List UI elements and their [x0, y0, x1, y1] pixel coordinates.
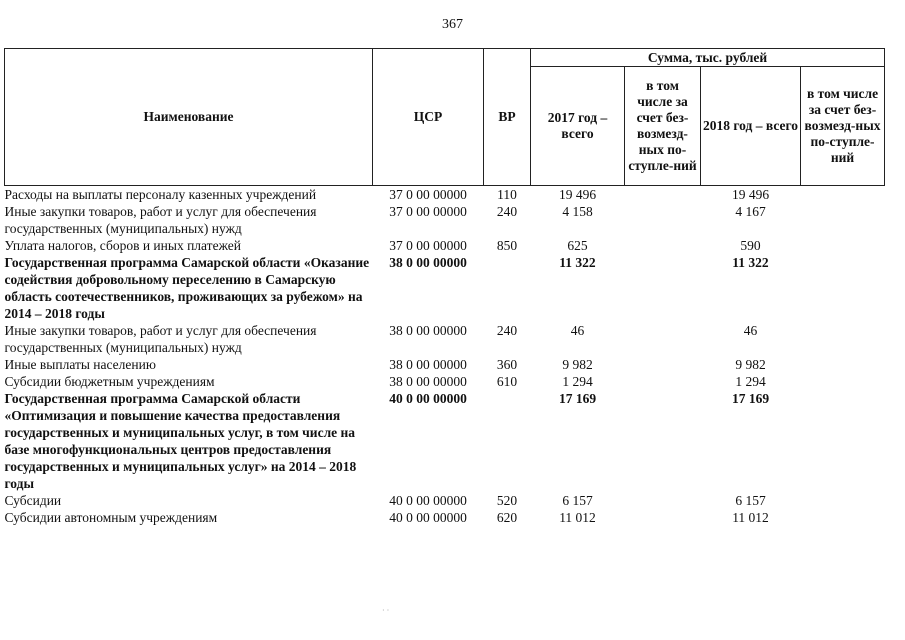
row-2018-total: 17 169	[731, 391, 770, 406]
header-name: Наименование	[5, 49, 373, 186]
row-csr: 37 0 00 00000	[389, 238, 467, 253]
row-vr: 520	[496, 493, 518, 508]
row-2018-total: 9 982	[735, 357, 766, 372]
row-2018-free	[801, 356, 885, 373]
row-2017-total: 4 158	[562, 204, 593, 219]
row-vr	[484, 254, 531, 322]
row-name: Субсидии автономным учреждениям	[4, 510, 218, 525]
row-2018-free	[801, 509, 885, 526]
row-name: Расходы на выплаты персоналу казенных учреждений	[4, 187, 317, 202]
row-vr: 110	[497, 187, 517, 202]
row-2017-total: 9 982	[562, 357, 593, 372]
table-row-program	[5, 254, 885, 322]
row-2017-total: 625	[567, 238, 588, 253]
table-row	[5, 237, 885, 254]
row-2018-free	[801, 390, 885, 492]
row-2018-free	[801, 237, 885, 254]
header-2017-free: в том числе за счет без-возмезд-ных по-ступле-ний	[625, 67, 701, 186]
row-2017-total: 11 012	[559, 510, 596, 525]
row-name: Иные закупки товаров, работ и услуг для обеспечения государственных (муниципальных) нужд	[4, 204, 317, 236]
row-2018-free	[801, 492, 885, 509]
row-csr: 38 0 00 00000	[389, 323, 467, 338]
row-2017-total: 6 157	[562, 493, 593, 508]
row-2018-free	[801, 373, 885, 390]
header-sum: Сумма, тыс. рублей	[531, 49, 885, 67]
row-2018-free	[801, 203, 885, 237]
header-vr: ВР	[484, 49, 531, 186]
row-2017-free	[625, 237, 701, 254]
row-csr: 40 0 00 00000	[389, 510, 467, 525]
row-vr: 610	[496, 374, 518, 389]
row-vr: 240	[496, 204, 518, 219]
row-csr: 38 0 00 00000	[389, 357, 467, 372]
row-2018-total: 46	[743, 323, 758, 338]
row-2018-total: 1 294	[735, 374, 766, 389]
row-csr: 40 0 00 00000	[389, 391, 467, 406]
row-2017-free	[625, 322, 701, 356]
row-name: Субсидии	[4, 493, 62, 508]
row-2017-free	[625, 186, 701, 204]
row-2017-free	[625, 390, 701, 492]
row-name: Государственная программа Самарской области «Оптимизация и повышение качества предоставления государственных и муниципальных услуг, в том числе на базе многофункциональных центров предоставления государственных и муниципальных услуг» на 2014 – 2018 годы	[4, 391, 357, 491]
row-2017-free	[625, 509, 701, 526]
row-2018-free	[801, 254, 885, 322]
table-row-program	[5, 390, 885, 492]
row-2018-total: 4 167	[735, 204, 766, 219]
row-name: Иные закупки товаров, работ и услуг для обеспечения государственных (муниципальных) нужд	[4, 323, 317, 355]
table-row	[5, 373, 885, 390]
row-name: Субсидии бюджетным учреждениям	[4, 374, 215, 389]
table-header	[5, 49, 885, 186]
row-2017-total: 19 496	[558, 187, 597, 202]
table-row	[5, 356, 885, 373]
row-2017-free	[625, 373, 701, 390]
table-row	[5, 203, 885, 237]
table-row	[5, 322, 885, 356]
row-vr	[484, 390, 531, 492]
page-number: 367	[442, 17, 463, 32]
table-row	[5, 492, 885, 509]
row-2017-total: 1 294	[562, 374, 593, 389]
row-2017-free	[625, 492, 701, 509]
scan-speck: · ·	[382, 606, 390, 615]
row-csr: 40 0 00 00000	[389, 493, 467, 508]
row-csr: 37 0 00 00000	[389, 187, 467, 202]
header-2017-total: 2017 год – всего	[531, 67, 625, 186]
table-row	[5, 509, 885, 526]
row-2018-total: 6 157	[735, 493, 766, 508]
row-vr: 850	[496, 238, 518, 253]
row-2018-total: 19 496	[731, 187, 770, 202]
row-2017-free	[625, 254, 701, 322]
row-2018-total: 11 322	[732, 255, 769, 270]
header-2018-total: 2018 год – всего	[701, 67, 801, 186]
table-row	[5, 186, 885, 204]
row-2017-total: 11 322	[559, 255, 596, 270]
row-2018-free	[801, 322, 885, 356]
row-2017-free	[625, 356, 701, 373]
row-2017-total: 17 169	[558, 391, 597, 406]
row-vr: 360	[496, 357, 518, 372]
row-name: Иные выплаты населению	[4, 357, 156, 372]
budget-table	[4, 48, 885, 526]
row-name: Уплата налогов, сборов и иных платежей	[4, 238, 241, 253]
header-2018-free: в том числе за счет без-возмезд-ных по-ступле-ний	[801, 67, 885, 186]
row-vr: 620	[496, 510, 518, 525]
row-name: Государственная программа Самарской области «Оказание содействия добровольному переселению в Самарскую область соотечественников, проживающих за рубежом» на 2014 – 2018 годы	[4, 255, 370, 321]
row-csr: 37 0 00 00000	[389, 204, 467, 219]
row-2018-total: 11 012	[732, 510, 769, 525]
row-2017-total: 46	[570, 323, 585, 338]
row-csr: 38 0 00 00000	[389, 255, 467, 270]
row-csr: 38 0 00 00000	[389, 374, 467, 389]
row-2018-free	[801, 186, 885, 204]
table-body	[5, 186, 885, 527]
row-2017-free	[625, 203, 701, 237]
row-2018-total: 590	[740, 238, 761, 253]
row-vr: 240	[496, 323, 518, 338]
header-csr: ЦСР	[373, 49, 484, 186]
